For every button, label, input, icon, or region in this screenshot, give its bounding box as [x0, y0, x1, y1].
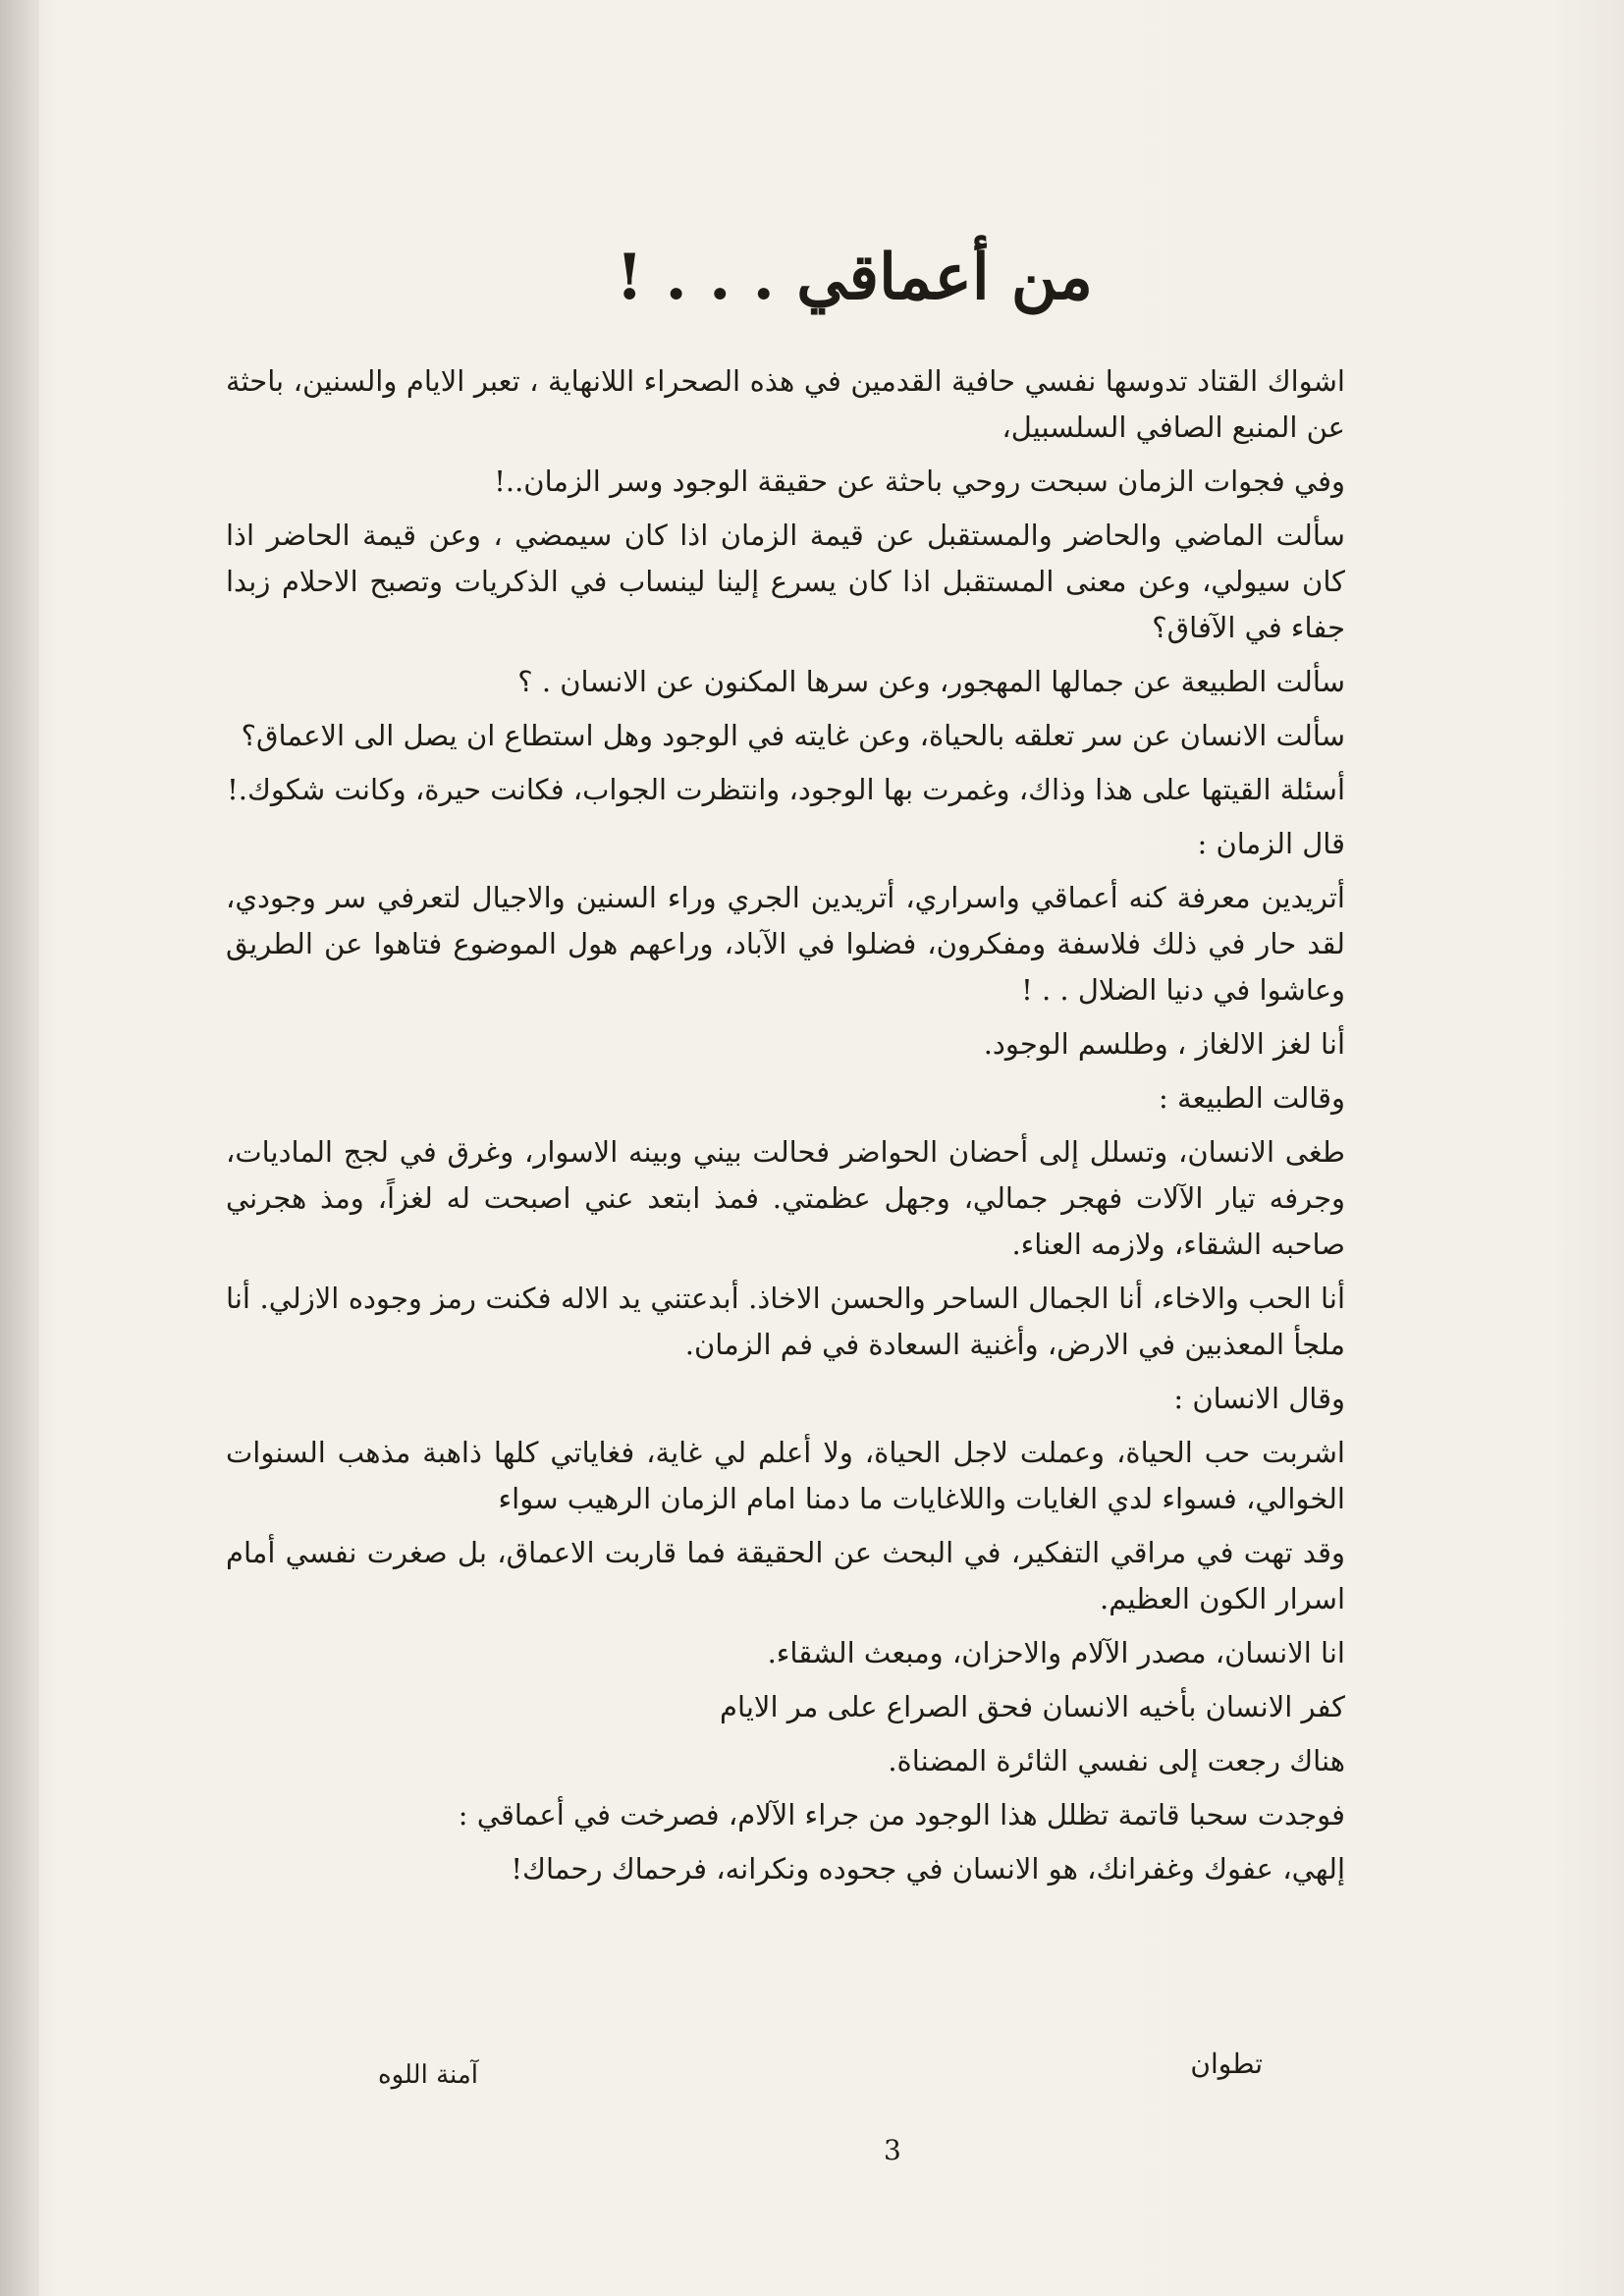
page-number: 3 [884, 2134, 901, 2166]
paragraph: سألت الطبيعة عن جمالها المهجور، وعن سرها المكنون عن الانسان . ؟ [517, 665, 1345, 698]
paragraph: أنا الحب والاخاء، أنا الجمال الساحر والحسن الاخاذ. أبدعتني يد الاله فكنت رمز وجوده الازلي. أنا ملجأ المعذبين في الارض، وأغنية السعادة في فم الزمان. [226, 1282, 1345, 1361]
paragraph: سألت الماضي والحاضر والمستقبل عن قيمة الزمان اذا كان سيمضي ، وعن قيمة الحاضر اذا كان سيولي، وعن معنى المستقبل اذا كان يسرع إلينا لينساب في الذكريات وتصبح الاحلام زبدا جفاء في الآفاق؟ [226, 519, 1345, 644]
paragraph: كفر الانسان بأخيه الانسان فحق الصراع على مر الايام [720, 1690, 1345, 1723]
paragraph: وقال الانسان : [1173, 1382, 1345, 1415]
paragraph: هناك رجعت إلى نفسي الثائرة المضناة. [888, 1744, 1345, 1777]
paragraph: أتريدين معرفة كنه أعماقي واسراري، أتريدين الجري وراء السنين والاجيال لتعرفي سر وجودي، لقد حار في ذلك فلاسفة ومفكرون، فضلوا في الآباد، وراعهم هول الموضوع فتاهوا عن الطريق وعاشوا في دنيا الضلال . . ! [226, 881, 1345, 1007]
paragraph: اشواك القتاد تدوسها نفسي حافية القدمين في هذه الصحراء اللانهاية ، تعبر الايام والسنين، باحثة عن المنبع الصافي السلسبيل، [226, 364, 1345, 444]
paragraph: وقد تهت في مراقي التفكير، في البحث عن الحقيقة فما قاربت الاعماق، بل صغرت نفسي أمام اسرار الكون العظيم. [226, 1536, 1345, 1615]
place-name: تطوان [1190, 2048, 1263, 2080]
paragraph: انا الانسان، مصدر الآلام والاحزان، ومبعث الشقاء. [767, 1636, 1345, 1669]
paragraph: وقالت الطبيعة : [1159, 1081, 1345, 1115]
paragraph: أنا لغز الالغاز ، وطلسم الوجود. [983, 1027, 1345, 1061]
paragraph: فوجدت سحبا قاتمة تظلل هذا الوجود من جراء الآلام، فصرخت في أعماقي : [458, 1798, 1345, 1831]
paragraph: اشربت حب الحياة، وعملت لاجل الحياة، ولا أعلم لي غاية، فغاياتي كلها ذاهبة مذهب السنوات الخوالي، فسواء لدي الغايات واللاغايات ما دمنا امام الزمان الرهيب سواء [226, 1436, 1345, 1515]
page-title: من أعماقي . . . ! [616, 241, 1093, 314]
paragraph: سألت الانسان عن سر تعلقه بالحياة، وعن غايته في الوجود وهل استطاع ان يصل الى الاعماق؟ [241, 719, 1345, 752]
paragraph: وفي فجوات الزمان سبحت روحي باحثة عن حقيقة الوجود وسر الزمان..! [494, 465, 1345, 498]
paragraph: أسئلة القيتها على هذا وذاك، وغمرت بها الوجود، وانتظرت الجواب، فكانت حيرة، وكانت شكوك.! [227, 773, 1345, 806]
paragraph: قال الزمان : [1197, 827, 1345, 860]
paragraph: إلهي، عفوك وغفرانك، هو الانسان في جحوده ونكرانه، فرحماك رحماك! [511, 1852, 1345, 1886]
author-name: آمنة اللوه [378, 2060, 479, 2090]
paragraph: طغى الانسان، وتسلل إلى أحضان الحواضر فحالت بيني وبينه الاسوار، وغرق في لجج الماديات، وجرفه تيار الآلات فهجر جمالي، وجهل عظمتي. فمذ ابتعد عني اصبحت له لغزاً، ومذ هجرني صاحبه الشقاء، ولازمه العناء. [226, 1135, 1345, 1261]
book-spine-shadow [0, 0, 39, 2296]
article-body [226, 358, 1375, 1900]
